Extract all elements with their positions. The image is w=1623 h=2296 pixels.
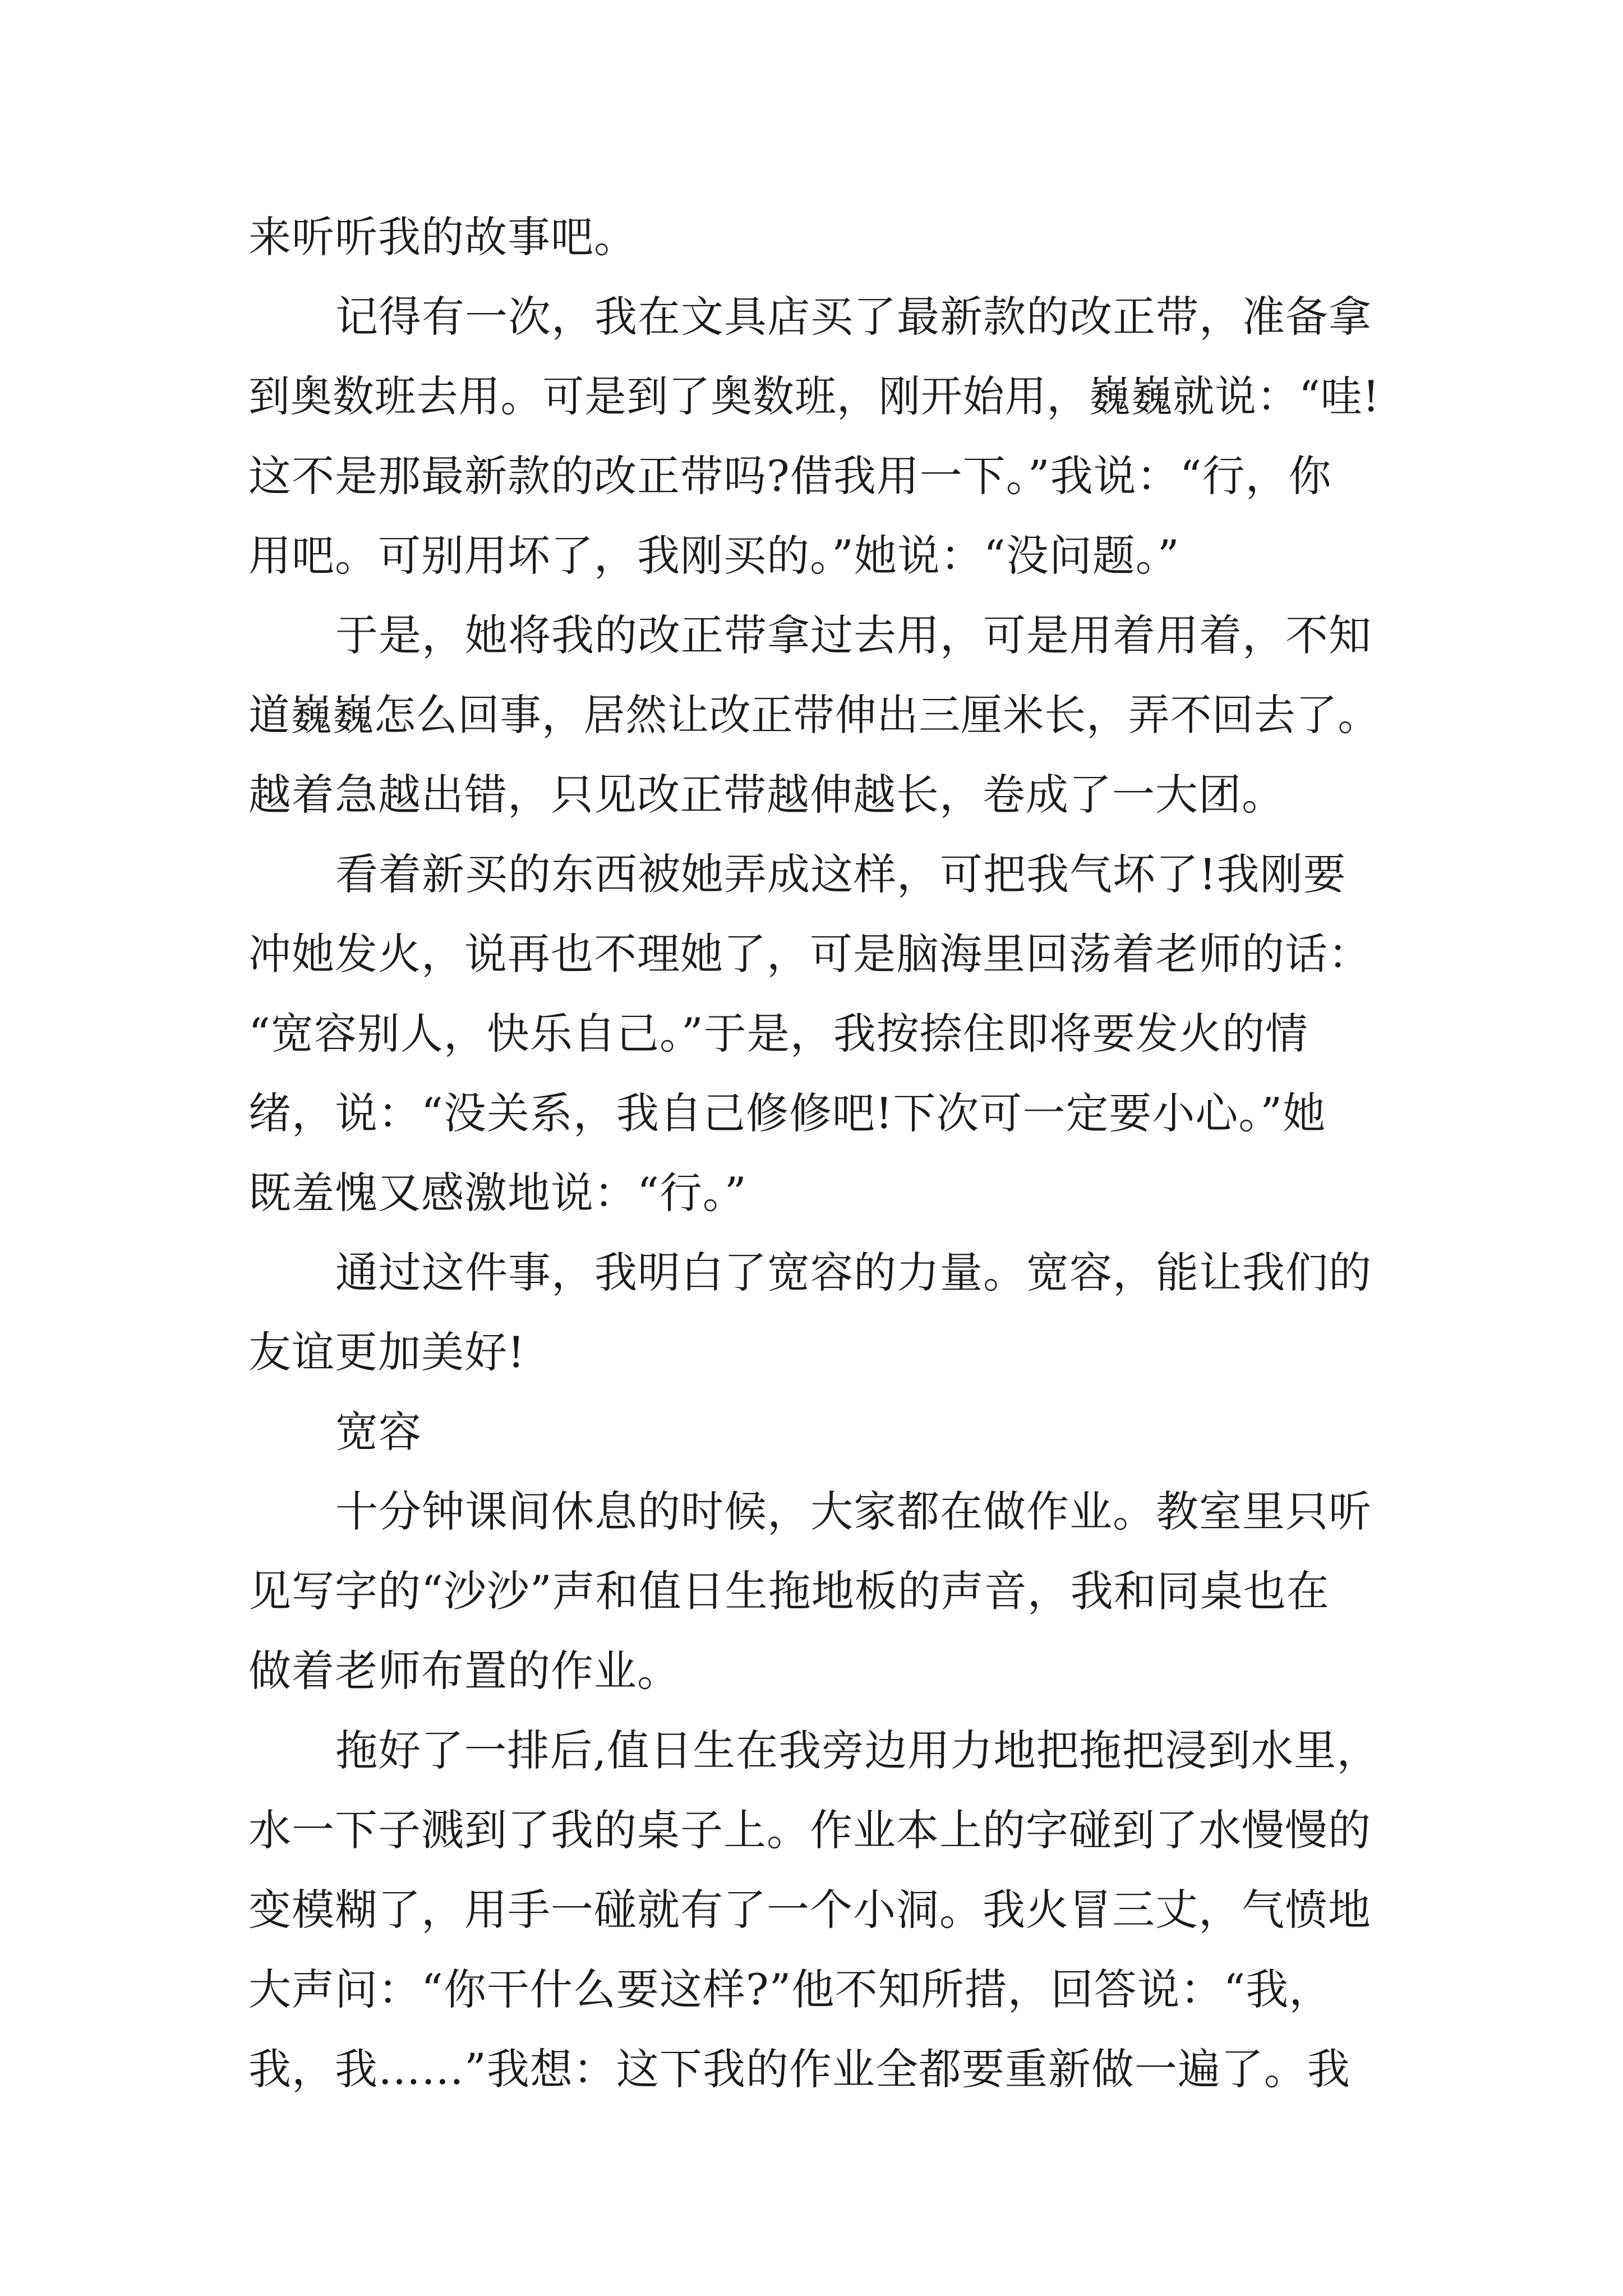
- text-line: 通过这件事，我明白了宽容的力量。宽容，能让我们的: [335, 1248, 1372, 1297]
- text-line: 大声问：“你干什么要这样?”他不知所措，回答说：“我，: [248, 1964, 1332, 2014]
- text-line: 用吧。可别用坏了，我刚买的。”她说：“没问题。”: [248, 531, 1180, 581]
- text-line: 冲她发火，说再也不理她了，可是脑海里回荡着老师的话：: [248, 929, 1371, 979]
- text-line: 变模糊了，用手一碰就有了一个小洞。我火冒三丈，气愤地: [248, 1885, 1371, 1935]
- text-line: 于是，她将我的改正带拿过去用，可是用着用着，不知: [335, 610, 1372, 660]
- text-line: 拖好了一排后,值日生在我旁边用力地把拖把浸到水里，: [335, 1726, 1380, 1775]
- text-line: “宽容别人，快乐自己。”于是，我按捺住即将要发火的情: [248, 1009, 1308, 1059]
- text-line: 道巍巍怎么回事，居然让改正带伸出三厘米长，弄不回去了。: [248, 690, 1380, 740]
- section-heading: 宽容: [335, 1407, 422, 1457]
- text-line: 水一下子溅到了我的桌子上。作业本上的字碰到了水慢慢的: [248, 1805, 1371, 1855]
- text-line: 友谊更加美好!: [248, 1327, 525, 1377]
- text-line: 看着新买的东西被她弄成这样，可把我气坏了!我刚要: [335, 849, 1347, 899]
- text-line: 见写字的“沙沙”声和值日生拖地板的声音，我和同桌也在: [248, 1566, 1330, 1616]
- text-line: 越着急越出错，只见改正带越伸越长，卷成了一大团。: [248, 770, 1285, 820]
- text-line: 做着老师布置的作业。: [248, 1646, 680, 1696]
- text-line: 来听听我的故事吧。: [248, 212, 637, 262]
- text-line: 到奥数班去用。可是到了奥数班，刚开始用，巍巍就说：“哇!: [248, 371, 1380, 421]
- text-line: 记得有一次，我在文具店买了最新款的改正带，准备拿: [335, 292, 1372, 342]
- text-line: 绪，说：“没关系，我自己修修吧!下次可一定要小心。”她: [248, 1088, 1326, 1138]
- text-line: 这不是那最新款的改正带吗?借我用一下。”我说：“行，你: [248, 451, 1332, 501]
- text-line: 既羞愧又感激地说：“行。”: [248, 1168, 747, 1218]
- text-line: 十分钟课间休息的时候，大家都在做作业。教室里只听: [335, 1487, 1372, 1536]
- text-line: 我，我……”我想：这下我的作业全都要重新做一遍了。我: [248, 2044, 1350, 2094]
